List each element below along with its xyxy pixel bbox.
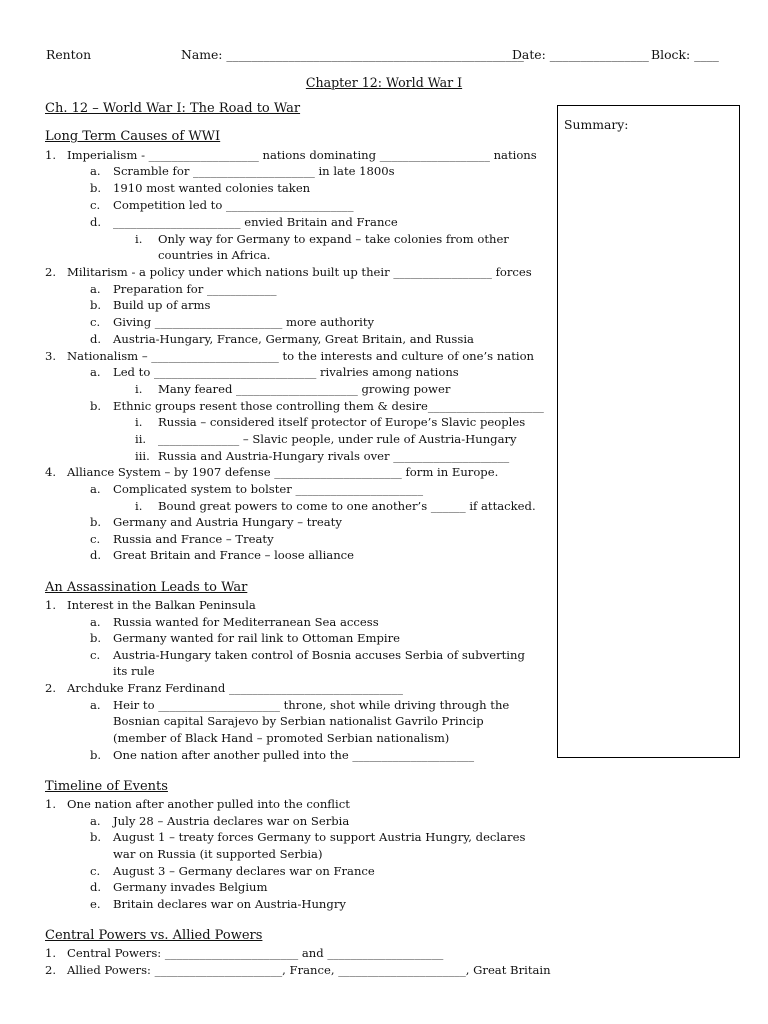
item-text: Ethnic groups resent those controlling them & desire____________________ [113, 399, 544, 413]
item-text: its rule [113, 664, 155, 678]
item-text: Militarism - a policy under which nations built up their _________________ forces [67, 265, 532, 279]
item-text: Alliance System – by 1907 defense ______________________ form in Europe. [67, 465, 499, 479]
item-text: Preparation for ____________ [113, 282, 277, 296]
item-number: e. [90, 897, 101, 911]
summary-box[interactable] [557, 105, 740, 758]
teacher-name: Renton [46, 47, 92, 62]
item-number: 1. [45, 598, 57, 612]
item-number: 1. [45, 946, 57, 960]
item-text: Russia wanted for Mediterranean Sea access [113, 615, 379, 629]
item-number: b. [90, 748, 102, 762]
item-text: Britain declares war on Austria-Hungry [113, 897, 346, 911]
item-number: i. [135, 499, 143, 513]
item-text: ______________ – Slavic people, under rule of Austria-Hungary [158, 432, 517, 446]
summary-label: Summary: [564, 117, 629, 132]
item-number: 2. [45, 963, 57, 977]
item-number: 1. [45, 148, 57, 162]
item-text: Nationalism – ______________________ to the interests and culture of one’s nation [67, 349, 535, 363]
item-number: a. [90, 698, 101, 712]
section-heading: Timeline of Events [45, 779, 168, 794]
item-number: b. [90, 631, 102, 645]
item-number: a. [90, 615, 101, 629]
section-heading: Long Term Causes of WWI [45, 129, 221, 144]
item-text: Bound great powers to come to one another’s ______ if attacked. [158, 499, 536, 513]
item-number: iii. [135, 449, 150, 463]
item-text: Only way for Germany to expand – take colonies from other [158, 232, 509, 246]
item-text: war on Russia (it supported Serbia) [113, 847, 323, 861]
item-text: countries in Africa. [158, 248, 271, 262]
item-text: Germany invades Belgium [113, 880, 268, 894]
item-text: Build up of arms [113, 298, 211, 312]
item-text: Many feared _____________________ growing power [158, 382, 451, 396]
item-text: Germany wanted for rail link to Ottoman Empire [113, 631, 401, 645]
worksheet-header [46, 47, 726, 65]
item-number: d. [90, 880, 102, 894]
item-number: b. [90, 830, 102, 844]
item-text: Competition led to ______________________ [113, 198, 354, 212]
item-text: August 3 – Germany declares war on France [113, 864, 375, 878]
section-heading: Central Powers vs. Allied Powers [45, 928, 263, 943]
item-text: Bosnian capital Sarajevo by Serbian nationalist Gavrilo Princip [113, 714, 484, 728]
item-text: Germany and Austria Hungary – treaty [113, 515, 342, 529]
item-text: Central Powers: _______________________ and ____________________ [67, 946, 444, 960]
item-number: i. [135, 415, 143, 429]
item-number: a. [90, 365, 101, 379]
item-text: One nation after another pulled into the conflict [67, 797, 350, 811]
item-number: 1. [45, 797, 57, 811]
item-number: b. [90, 399, 102, 413]
item-text: Interest in the Balkan Peninsula [67, 598, 256, 612]
item-number: a. [90, 164, 101, 178]
section-heading: Ch. 12 – World War I: The Road to War [45, 101, 301, 116]
item-number: d. [90, 215, 102, 229]
name-field[interactable]: Name: ________________________________________________ [181, 47, 524, 62]
item-number: 3. [45, 349, 57, 363]
item-number: b. [90, 515, 102, 529]
item-text: Russia – considered itself protector of Europe’s Slavic peoples [158, 415, 526, 429]
item-number: d. [90, 548, 102, 562]
item-text: (member of Black Hand – promoted Serbian nationalism) [113, 731, 450, 745]
item-text: Russia and Austria-Hungary rivals over ____________________ [158, 449, 510, 463]
item-text: Austria-Hungary, France, Germany, Great Britain, and Russia [113, 332, 474, 346]
item-number: c. [90, 648, 101, 662]
item-number: i. [135, 382, 143, 396]
item-text: Giving ______________________ more authority [113, 315, 375, 329]
item-text: Led to ____________________________ rivalries among nations [113, 365, 459, 379]
item-number: a. [90, 814, 101, 828]
item-text: Scramble for _____________________ in late 1800s [113, 164, 395, 178]
item-number: c. [90, 864, 101, 878]
item-number: ii. [135, 432, 147, 446]
item-number: d. [90, 332, 102, 346]
item-text: Heir to _____________________ throne, shot while driving through the [113, 698, 510, 712]
item-text: Great Britain and France – loose alliance [113, 548, 355, 562]
item-text: ______________________ envied Britain and France [113, 215, 398, 229]
item-number: 4. [45, 465, 57, 479]
item-number: a. [90, 282, 101, 296]
item-number: b. [90, 181, 102, 195]
item-number: 2. [45, 265, 57, 279]
item-text: Complicated system to bolster ______________________ [113, 482, 424, 496]
item-number: c. [90, 532, 101, 546]
item-text: Russia and France – Treaty [113, 532, 274, 546]
date-field[interactable]: Date: ________________ [512, 47, 649, 62]
item-text: Archduke Franz Ferdinand ______________________________ [67, 681, 403, 695]
item-text: 1910 most wanted colonies taken [113, 181, 311, 195]
item-text: Austria-Hungary taken control of Bosnia accuses Serbia of subverting [113, 648, 525, 662]
item-text: Imperialism - ___________________ nations dominating ___________________ nations [67, 148, 537, 162]
item-number: c. [90, 198, 101, 212]
block-field[interactable]: Block: ____ [651, 47, 719, 62]
item-number: a. [90, 482, 101, 496]
item-text: Allied Powers: ______________________, France, ______________________, Great Britain [67, 963, 551, 977]
item-number: 2. [45, 681, 57, 695]
item-number: b. [90, 298, 102, 312]
item-number: i. [135, 232, 143, 246]
item-text: August 1 – treaty forces Germany to support Austria Hungry, declares [113, 830, 526, 844]
section-heading: An Assassination Leads to War [45, 580, 248, 595]
item-text: One nation after another pulled into the _____________________ [113, 748, 475, 762]
item-number: c. [90, 315, 101, 329]
chapter-title: Chapter 12: World War I [305, 75, 463, 90]
item-text: July 28 – Austria declares war on Serbia [113, 814, 350, 828]
